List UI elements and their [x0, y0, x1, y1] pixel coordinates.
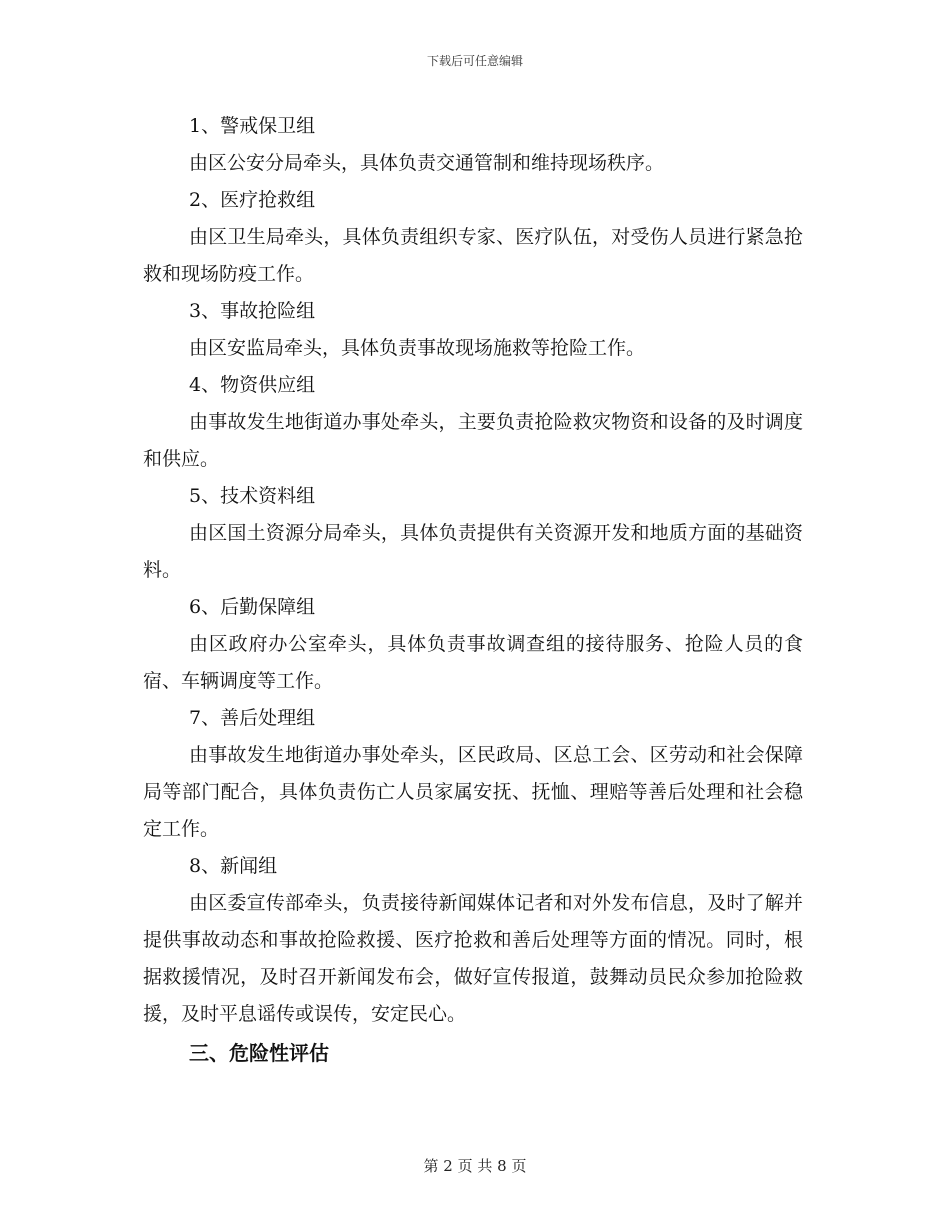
section-paragraph-5: 由区国土资源分局牵头，具体负责提供有关资源开发和地质方面的基础资料。 — [143, 522, 803, 581]
section-heading-8: 8、新闻组 — [189, 855, 278, 877]
section-paragraph-6: 由区政府办公室牵头，具体负责事故调查组的接待服务、抢险人员的食宿、车辆调度等工作。 — [143, 633, 803, 692]
section-paragraph-7: 由事故发生地街道办事处牵头，区民政局、区总工会、区劳动和社会保障局等部门配合，具体负责伤亡人员家属安抚、抚恤、理赔等善后处理和社会稳定工作。 — [143, 744, 803, 840]
section-heading-6: 6、后勤保障组 — [189, 596, 316, 618]
section-heading-7: 7、善后处理组 — [189, 707, 316, 729]
document-body — [143, 108, 803, 1072]
section-heading-3: 3、事故抢险组 — [189, 300, 316, 322]
section-paragraph-1: 由区公安分局牵头，具体负责交通管制和维持现场秩序。 — [189, 152, 665, 174]
section-paragraph-3: 由区安监局牵头，具体负责事故现场施救等抢险工作。 — [189, 337, 646, 359]
section-heading-2: 2、医疗抢救组 — [189, 189, 316, 211]
section-paragraph-2: 由区卫生局牵头，具体负责组织专家、医疗队伍，对受伤人员进行紧急抢救和现场防疫工作。 — [143, 226, 803, 285]
section-heading-4: 4、物资供应组 — [189, 374, 316, 396]
page-number-footer: 第 2 页 共 8 页 — [423, 1157, 527, 1175]
chapter-heading-risk-assessment: 三、危险性评估 — [189, 1041, 329, 1065]
section-heading-5: 5、技术资料组 — [189, 485, 316, 507]
section-paragraph-8: 由区委宣传部牵头，负责接待新闻媒体记者和对外发布信息，及时了解并提供事故动态和事故抢险救援、医疗抢救和善后处理等方面的情况。同时，根据救援情况，及时召开新闻发布会，做好宣传报道，鼓舞动员民众参加抢险救援，及时平息谣传或误传，安定民心。 — [143, 892, 803, 1025]
section-heading-1: 1、警戒保卫组 — [189, 115, 316, 137]
section-paragraph-4: 由事故发生地街道办事处牵头，主要负责抢险救灾物资和设备的及时调度和供应。 — [143, 411, 803, 470]
header-note: 下载后可任意编辑 — [426, 54, 523, 68]
